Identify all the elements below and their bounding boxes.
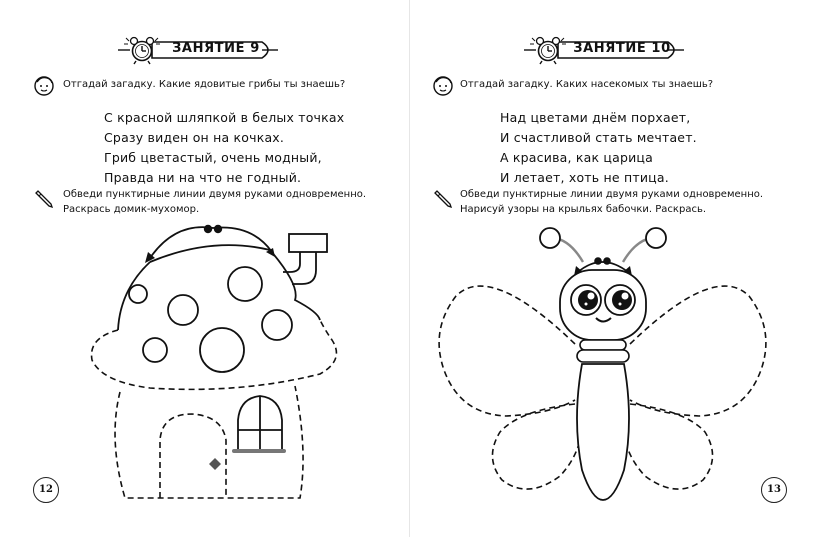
riddle-prompt: Отгадай загадку. Каких насекомых ты знаешь? [460,79,714,90]
neck [577,340,629,362]
poem-line: И летает, хоть не птица. [500,170,669,185]
page-number: 12 [33,477,59,503]
window [232,396,286,453]
poem-line: Сразу виден он на кочках. [104,130,285,145]
cap-spots [129,267,292,372]
butterfly-drawing [410,0,820,537]
instruction-line: Обведи пунктирные линии двумя руками одновременно. [460,189,764,200]
right-page [410,0,820,537]
instruction-line: Нарисуй узоры на крыльях бабочки. Раскрась. [460,204,707,215]
poem-line: А красива, как царица [500,150,653,165]
lesson-title: ЗАНЯТИЕ 9 [172,41,260,56]
antennae [540,228,666,262]
instruction-line: Обведи пунктирные линии двумя руками одновременно. [63,189,367,200]
page-number: 13 [761,477,787,503]
riddle-prompt: Отгадай загадку. Какие ядовитые грибы ты знаешь? [63,79,346,90]
poem-line: Правда ни на что не годный. [104,170,302,185]
door-handle [209,458,221,470]
butterfly-body [577,364,629,500]
instruction-line: Раскрась домик-мухомор. [63,204,200,215]
poem-line: Гриб цветастый, очень модный, [104,150,322,165]
poem-line: Над цветами днём порхает, [500,110,691,125]
poem-line: С красной шляпкой в белых точках [104,110,345,125]
lesson-title: ЗАНЯТИЕ 10 [573,41,671,56]
poem-line: И счастливой стать мечтает. [500,130,697,145]
door-outline [160,414,226,498]
